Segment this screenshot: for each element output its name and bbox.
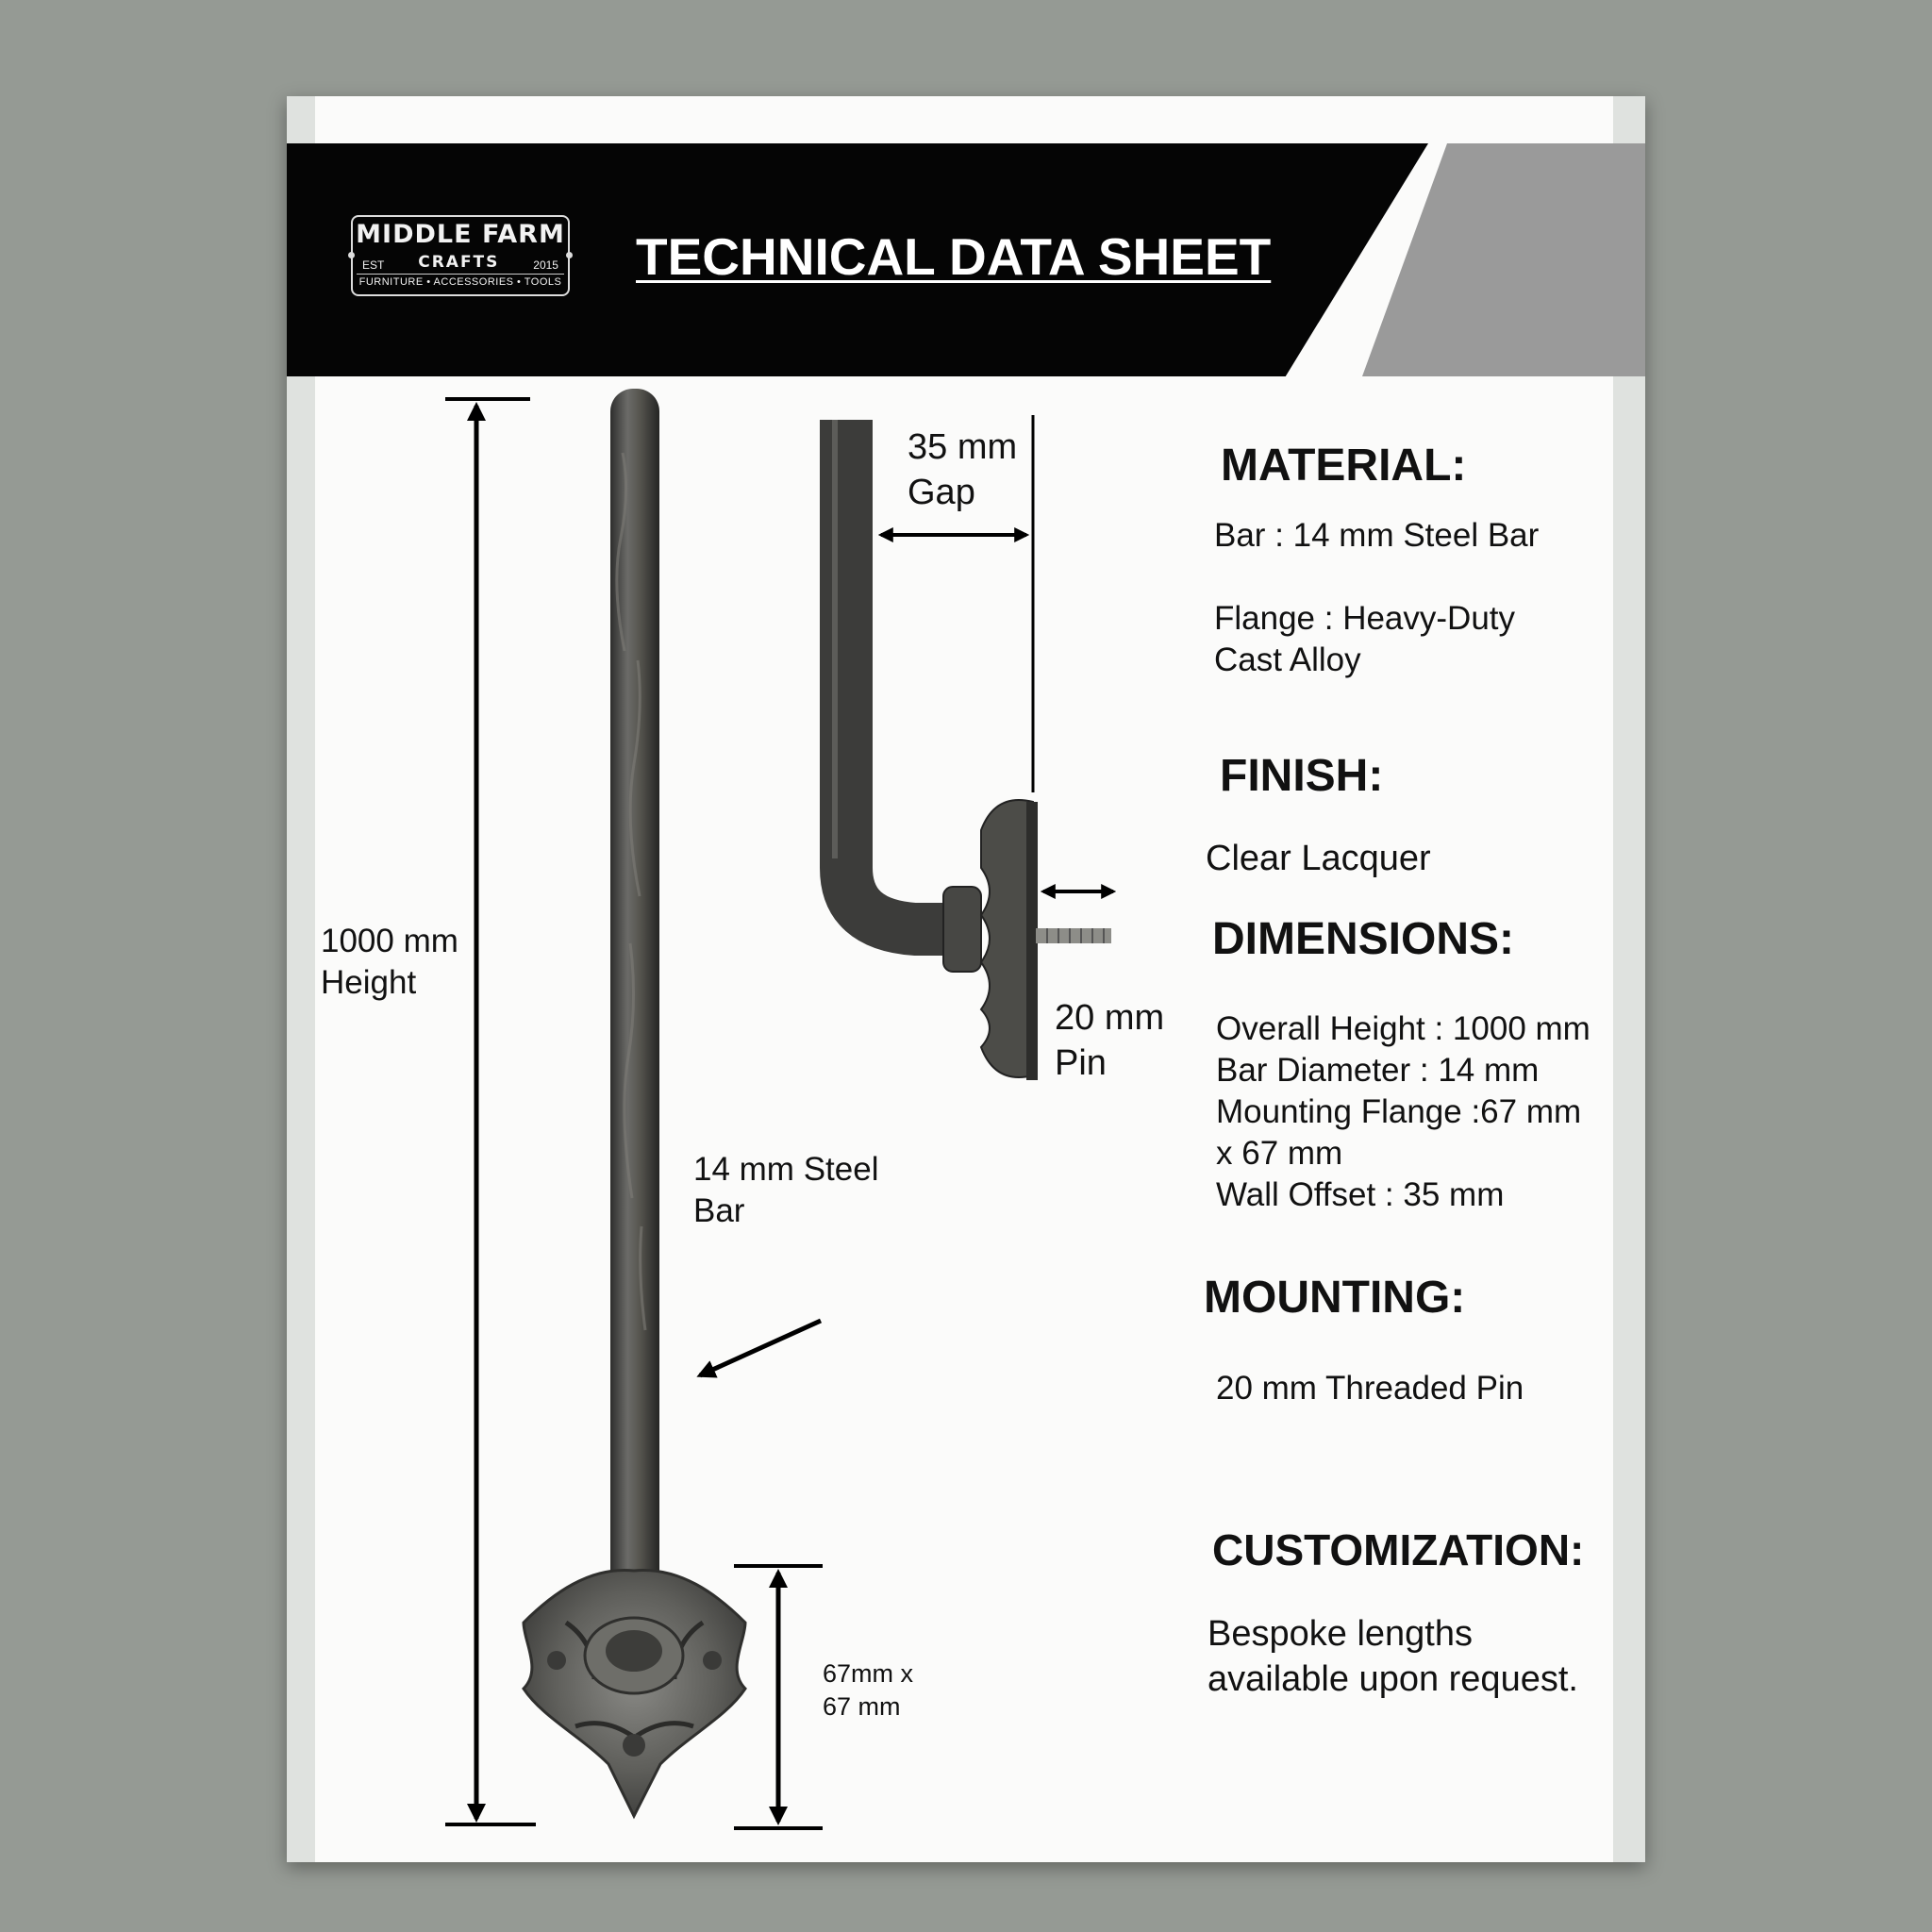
height-dimension-line	[445, 399, 536, 1824]
pin-label-line: 20 mm	[1055, 998, 1165, 1038]
height-label-line: Height	[321, 964, 417, 1001]
dimension-item: Overall Height : 1000 mm	[1216, 1010, 1591, 1047]
gap-label	[908, 425, 1017, 515]
gap-label-line: 35 mm	[908, 427, 1018, 467]
steel-bar-illustration	[610, 389, 659, 1624]
logo-crafts: CRAFTS	[418, 253, 500, 272]
customization-line: Bespoke lengths	[1208, 1614, 1473, 1654]
flange-size-label-line: 67mm x	[823, 1659, 914, 1688]
material-flange-line: Flange : Heavy-Duty	[1214, 600, 1516, 637]
bar-label-line: Bar	[693, 1192, 745, 1229]
dimension-item: Wall Offset : 35 mm	[1216, 1176, 1505, 1213]
page-title: TECHNICAL DATA SHEET	[636, 227, 1272, 286]
bar-pointer-arrow	[700, 1321, 821, 1375]
flange-size-label-line: 67 mm	[823, 1692, 901, 1721]
finish-heading: FINISH:	[1220, 751, 1384, 801]
gap-label-line: Gap	[908, 473, 975, 512]
material-bar: Bar : 14 mm Steel Bar	[1214, 517, 1540, 554]
mounting-heading: MOUNTING:	[1204, 1273, 1466, 1323]
material-heading: MATERIAL:	[1221, 441, 1467, 491]
customization-line: available upon request.	[1208, 1659, 1578, 1699]
pin-label-line: Pin	[1055, 1043, 1107, 1083]
dimension-item: Mounting Flange :67 mm	[1216, 1093, 1582, 1130]
dimensions-list	[1216, 1008, 1591, 1216]
bar-label-line: 14 mm Steel	[693, 1151, 879, 1188]
dimension-item: x 67 mm	[1216, 1135, 1343, 1172]
logo-year: 2015	[533, 258, 558, 272]
bar-label	[693, 1149, 878, 1232]
height-label-line: 1000 mm	[321, 923, 458, 959]
logo-tagline: FURNITURE • ACCESSORIES • TOOLS	[357, 274, 564, 288]
dimensions-heading: DIMENSIONS:	[1212, 914, 1515, 964]
decorative-flange-illustration	[524, 1570, 745, 1816]
material-flange-line: Cast Alloy	[1214, 641, 1361, 678]
flange-size-label	[823, 1657, 913, 1724]
customization-value	[1208, 1611, 1578, 1702]
bent-bar-detail-illustration	[835, 420, 1111, 1080]
finish-value: Clear Lacquer	[1206, 839, 1431, 878]
logo-est: EST	[362, 258, 385, 272]
logo-name: MIDDLE FARM	[356, 220, 565, 249]
height-label	[321, 921, 458, 1004]
flange-dimension-line	[734, 1566, 823, 1828]
customization-heading: CUSTOMIZATION:	[1212, 1525, 1585, 1574]
pin-label	[1055, 995, 1164, 1086]
material-flange	[1214, 598, 1515, 681]
mounting-value: 20 mm Threaded Pin	[1216, 1370, 1524, 1407]
dimension-item: Bar Diameter : 14 mm	[1216, 1052, 1540, 1089]
